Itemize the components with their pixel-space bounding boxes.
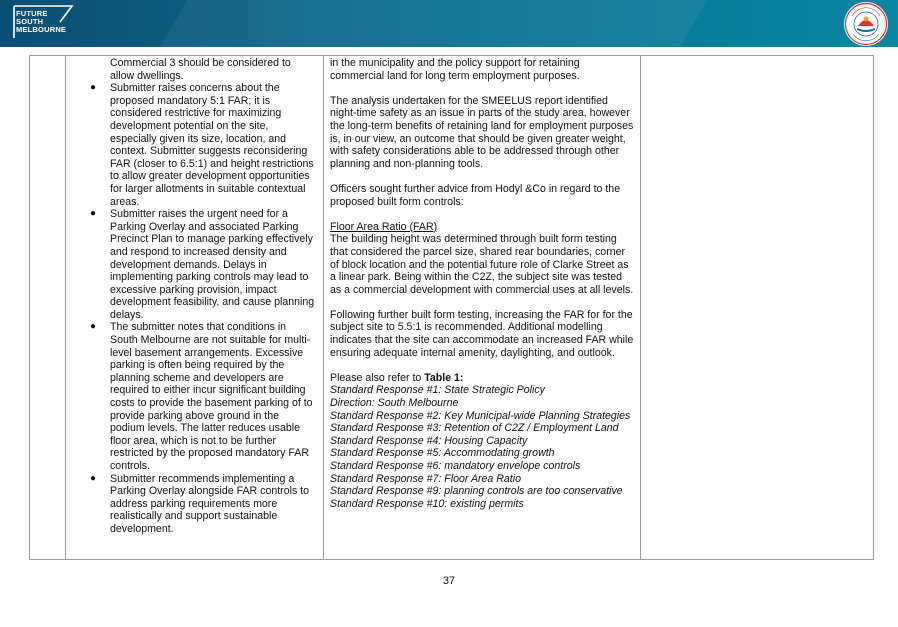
submission-bullet-item — [90, 208, 315, 321]
response-paragraph: Following further built form testing, increasing the FAR for for the subject site to 5.5:1 is recommended. Additional modelling indicates that the site can accommodate an increased FAR while ensuring adequate internal amenity, daylighting, and outlook. — [330, 308, 634, 359]
bullet-text: The submitter notes that conditions in South Melbourne are not suitable for multi-level basement arrangements. Excessive parking is often being required by the planning scheme and developers are required to either incur significant building costs to provide the basement parking of to provide parking above ground in the podium levels. The latter reduces usable floor area, which is not to be further restricted by the proposed mandatory FAR controls. — [110, 321, 313, 472]
city-of-port-phillip-seal-icon — [844, 2, 888, 46]
submission-bullet-list — [90, 82, 315, 535]
logo-line-1: FUTURE — [16, 9, 48, 18]
standard-response-item: Standard Response #6: mandatory envelope controls — [330, 460, 581, 472]
table-reference-link[interactable]: Table 1: — [424, 371, 464, 384]
submission-lead-text: Commercial 3 should be considered to allow dwellings. — [110, 57, 291, 82]
bullet-text: Submitter raises concerns about the proposed mandatory 5:1 FAR; it is considered restrictive for maximizing development potential on the site, especially given its size, location, and context. Submitter suggests reconsidering FAR (closer to 6.5:1) and height restrictions to allow greater development opportunities for larger allotments in suitable contextual areas. — [110, 82, 314, 208]
logo-wordmark — [16, 10, 66, 34]
standard-response-item: Standard Response #1: State Strategic Policy — [330, 384, 545, 397]
submission-bullet-item — [90, 82, 315, 208]
submission-bullet-item — [90, 321, 315, 472]
seal-graphic-icon — [844, 2, 888, 46]
refer-prefix: Please also refer to — [330, 371, 425, 384]
response-paragraph: in the municipality and the policy support for retaining commercial land for long term employment purposes. — [330, 57, 580, 82]
officer-response-cell — [330, 57, 636, 510]
bullet-icon: ● — [90, 321, 97, 333]
standard-response-item: Standard Response #3: Retention of C2Z / Employment Land — [330, 422, 619, 435]
submission-cell — [90, 57, 315, 536]
page-number: 37 — [442, 575, 456, 587]
response-paragraph: The building height was determined through built form testing that considered the parcel size, shared rear boundaries, corner of block location and the potential future role of Clarke Street as a linear park. Being within the C2Z, the subject site was tested as a commercial development with commercial uses at all levels. — [330, 233, 634, 296]
logo-line-3: MELBOURNE — [16, 25, 67, 34]
standard-response-item: Standard Response #7: Floor Area Ratio — [330, 472, 521, 485]
bullet-icon: ● — [90, 82, 97, 94]
refer-line — [330, 372, 636, 385]
standard-response-item: Standard Response #9: planning controls are too conservative — [330, 485, 623, 498]
standard-response-item: Standard Response #4: Housing Capacity — [330, 434, 528, 447]
standard-response-item: Direction: South Melbourne — [330, 397, 459, 410]
logo-line-2: SOUTH — [16, 17, 44, 26]
column-divider — [65, 55, 66, 560]
banner-decoration — [130, 0, 731, 47]
far-heading: Floor Area Ratio (FAR) — [330, 220, 438, 233]
bullet-icon: ● — [90, 208, 97, 220]
column-divider — [323, 55, 324, 560]
response-paragraph: Officers sought further advice from Hodyl &Co in regard to the proposed built form controls: — [330, 182, 621, 208]
submission-bullet-item — [90, 472, 315, 536]
standard-response-item: Standard Response #2: Key Municipal-wide Planning Strategies — [330, 409, 631, 422]
column-divider — [640, 55, 641, 560]
standard-response-item: Standard Response #5: Accommodating growth — [330, 447, 555, 460]
bullet-text: Submitter raises the urgent need for a Parking Overlay and associated Parking Precinct Plan to manage parking effectively and respond to increased density and development demands. Delays in implementing parking controls may lead to excessive parking provision, impact development feasibility, and cause planning delays. — [110, 208, 315, 321]
bullet-icon: ● — [90, 472, 97, 484]
header-banner — [0, 0, 898, 47]
bullet-text: Submitter recommends implementing a Parking Overlay alongside FAR controls to address parking requirements more realistically and support sustainable development. — [110, 472, 310, 535]
standard-response-item: Standard Response #10: existing permits — [330, 497, 524, 510]
response-paragraph: The analysis undertaken for the SMEELUS report identified night-time safety as an issue in parts of the study area, however the long-term benefits of retaining land for employment purposes is, in our view, an outcome that should be given greater weight, with safety considerations able to be addressed through other planning and non-planning tools. — [330, 94, 634, 170]
